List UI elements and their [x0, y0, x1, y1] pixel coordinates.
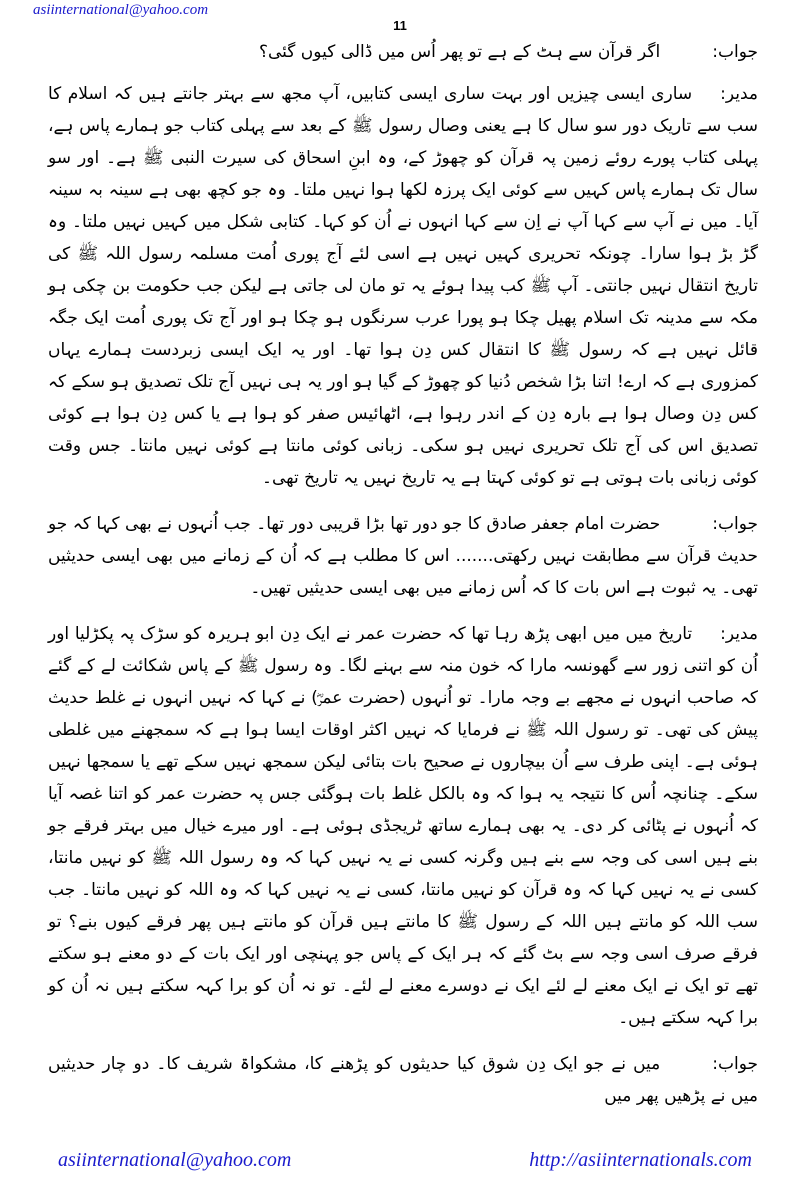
- paragraph-text: ساری ایسی چیزیں اور بہت ساری ایسی کتابیں، آپ مجھ سے بہتر جانتے ہیں کہ اسلام کا سب سے تاریک دور سو سال کا ہے یعنی وصال رسول ﷺ کے بعد سے پہلی کتاب جو ہمارے پاس ہے، پہلی کتاب پورے روئے زمین پہ قرآن کو چھوڑ کے، وہ ابنِ اسحاق کی سیرت النبی ﷺ ہے۔ اور سو سال تک ہمارے پاس کہیں سے کوئی ایک پرزہ لکھا ہوا نہیں ملتا۔ وہ جو کچھ بھی ہے سینہ بہ سینہ آیا۔ میں نے آپ سے کہا آپ نے اِن سے کہا انہوں نے اُن کو کہا۔ کتابی شکل میں کہیں نہیں ملتا۔ وہ گڑ بڑ ہوا سارا۔ چونکہ تحریری کہیں نہیں ہے اسی لئے آج پوری اُمت مسلمہ رسول اللہ ﷺ کی تاریخ انتقال نہیں جانتی۔ آپ ﷺ کب پیدا ہوئے یہ تو مان لی جاتی ہے لیکن جب حکومت بن چکی ہو مکہ سے مدینہ تک اسلام پھیل چکا ہو پورا عرب سرنگوں ہو چکا ہو اور آج تک پوری اُمت ایک جگہ قائل نہیں ہے کہ رسول ﷺ کا انتقال کس دِن ہوا تھا۔ اور یہ ایک ایسی زبردست ہمارے یہاں کمزوری ہے کہ ارے! اتنا بڑا شخص دُنیا کو چھوڑ کے گیا ہو اور یہ ہی نہیں آج تلک تصدیق ہو سکے کہ کس دِن وصال ہوا ہے بارہ دِن کے اندر رہوا ہے، اٹھائیس صفر کو ہوا ہے یا کس دِن ہوا ہے کوئی تصدیق اس کی آج تلک تحریری نہیں ہو سکی۔ زبانی کوئی مانتا ہے کوئی نہیں مانتا۔ جس وقت کوئی زبانی بات ہوتی ہے تو کوئی کہتا ہے یہ تاریخ نہیں یہ تاریخ تھی۔: [48, 84, 758, 488]
- paragraph-text: حضرت امام جعفر صادق کا جو دور تھا بڑا قریبی دور تھا۔ جب اُنہوں نے بھی کہا کہ جو حدیث قرآن سے مطابقت نہیں رکھتی....... اس کا مطلب ہے کہ اُن کے زمانے میں بھی ایسی حدیثیں تھی۔ یہ ثبوت ہے اس بات کا کہ اُس زمانے میں بھی ایسی حدیثیں تھیں۔: [48, 514, 758, 598]
- speaker-label: جواب:: [712, 514, 758, 534]
- document-body: [48, 36, 758, 1112]
- paragraph-text: میں نے جو ایک دِن شوق کیا حدیثوں کو پڑھنے کا، مشکواۃ شریف کا۔ دو چار حدیثیں میں نے پڑھیں پھر میں: [48, 1054, 758, 1106]
- footer-email-link[interactable]: asiinternational@yahoo.com: [58, 1149, 292, 1171]
- speaker-label: جواب:: [712, 42, 758, 62]
- paragraph-answer-3: [48, 1048, 758, 1112]
- speaker-label: جواب:: [712, 1054, 758, 1074]
- header-email-link[interactable]: asiinternational@yahoo.com: [33, 2, 209, 18]
- speaker-label: مدیر:: [720, 84, 758, 104]
- page-number: 11: [393, 18, 407, 33]
- paragraph-answer-1: [48, 36, 758, 68]
- paragraph-text: اگر قرآن سے ہٹ کے ہے تو پھر اُس میں ڈالی کیوں گئی؟: [258, 42, 661, 62]
- footer-website-link[interactable]: http://asiinternationals.com: [529, 1149, 752, 1171]
- paragraph-editor-2: [48, 618, 758, 1034]
- speaker-label: مدیر:: [720, 624, 758, 644]
- paragraph-editor-1: [48, 78, 758, 494]
- paragraph-answer-2: [48, 508, 758, 604]
- paragraph-text: تاریخ میں میں ابھی پڑھ رہا تھا کہ حضرت عمر نے ایک دِن ابو ہریرہ کو سڑک پہ پکڑلیا اور اُن کو اتنی زور سے گھونسہ مارا کہ خون منہ سے بہنے لگا۔ وہ رسول ﷺ کے پاس شکائت لے کے گئے کہ صاحب انہوں نے مجھے بے وجہ مارا۔ تو اُنہوں (حضرت عمرؓ) نے کہا کہ نہیں انہوں نے غلط حدیث پیش کی تھی۔ تو رسول اللہ ﷺ نے فرمایا کہ نہیں اکثر اوقات ایسا ہوا ہے کہ سمجھنے میں غلطی ہوئی ہے۔ اپنی طرف سے اُن بیچاروں نے صحیح بات بتائی لیکن سمجھ نہیں سکے تھے یا سمجھا نہیں سکے۔ چنانچہ اُس کا نتیجہ یہ ہوا کہ وہ بالکل غلط بات ہوگئی جس پہ حضرت عمر کو اتنا غصہ آیا کہ اُنہوں نے پٹائی کر دی۔ یہ بھی ہمارے ساتھ ٹریجڈی ہوئی ہے۔ اور میرے خیال میں بہتر فرقے جو بنے ہیں اسی کی وجہ سے بنے ہیں وگرنہ کسی نے یہ نہیں کہا کہ وہ رسول اللہ ﷺ کو نہیں مانتا، کسی نے یہ نہیں کہا کہ وہ قرآن کو نہیں مانتا، کسی نے یہ نہیں کہا کہ وہ اللہ کو نہیں مانتا۔ جب سب اللہ کو مانتے ہیں اللہ کے رسول ﷺ کا مانتے ہیں قرآن کو مانتے ہیں پھر فرقے کیوں بنے؟ تو فرقے صرف اسی وجہ سے بٹ گئے کہ ہر ایک کے پاس جو پہنچی اور ایک بات کے دو معنے ہو سکتے تھے تو ایک نے ایک معنے لے لئے ایک نے دوسرے معنے لے لئے۔ تو نہ اُن کو برا کہہ سکتے ہیں نہ اُن کو برا کہہ سکتے ہیں۔: [48, 624, 758, 1028]
